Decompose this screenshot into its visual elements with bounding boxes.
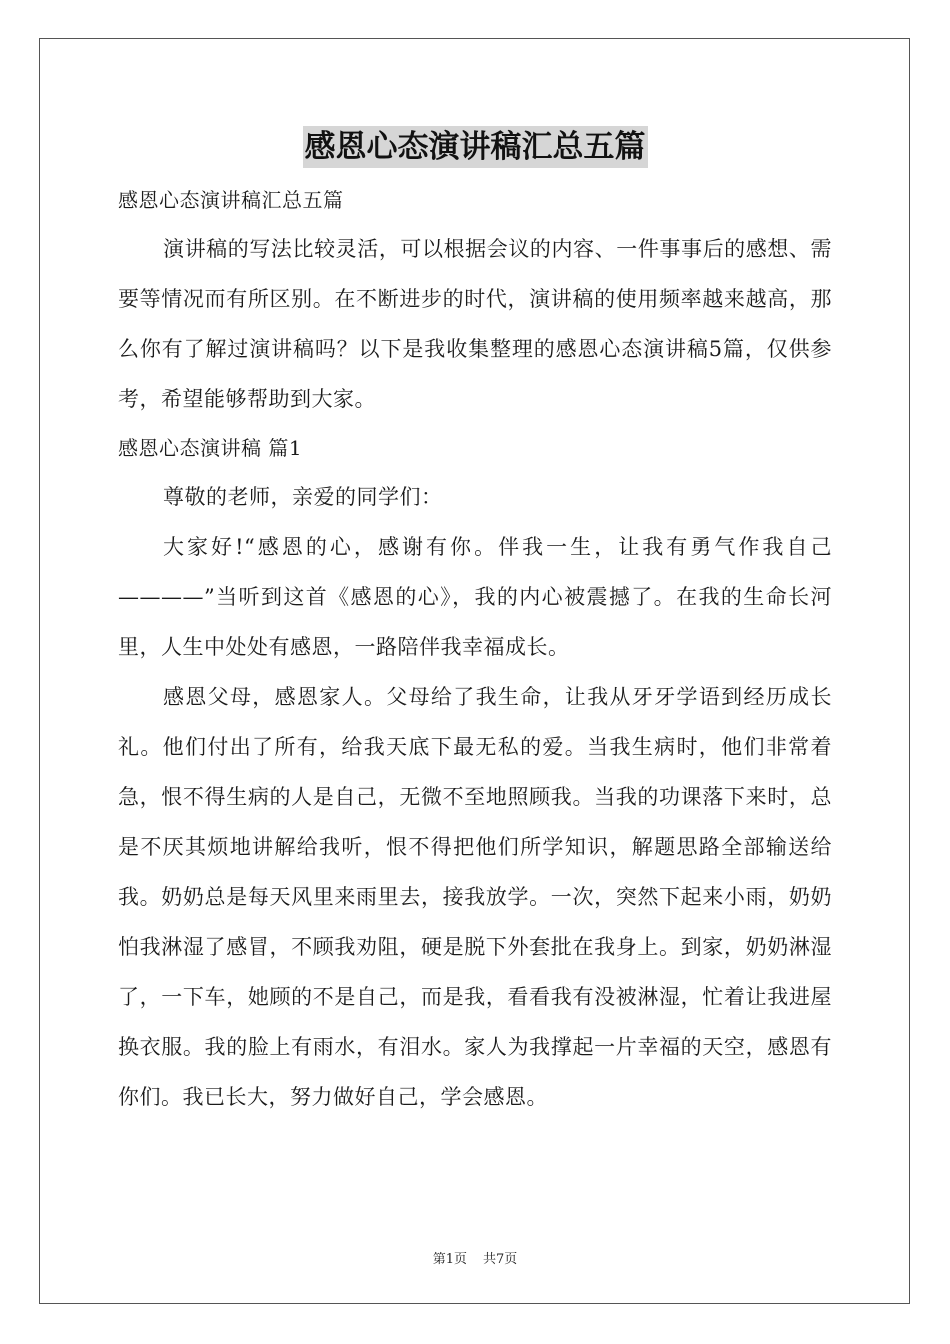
page-footer — [0, 1248, 950, 1267]
salutation-paragraph: 尊敬的老师，亲爱的同学们： — [163, 485, 443, 509]
intro-paragraph: 演讲稿的写法比较灵活，可以根据会议的内容、一件事事后的感想、需要等情况而有所区别。在不断进步的时代，演讲稿的使用频率越来越高，那么你有了解过演讲稿吗？以下是我收集整理的感恩心态演讲稿5篇，仅供参考，希望能够帮助到大家。 — [118, 237, 832, 411]
title-area — [0, 126, 950, 168]
section-heading: 感恩心态演讲稿 篇1 — [118, 436, 303, 460]
document-subtitle: 感恩心态演讲稿汇总五篇 — [118, 188, 344, 212]
page-number-total: 共7页 — [483, 1252, 518, 1267]
document-title: 感恩心态演讲稿汇总五篇 — [303, 126, 648, 168]
page-number-current: 第1页 — [432, 1252, 467, 1267]
body-paragraph: 感恩父母，感恩家人。父母给了我生命，让我从牙牙学语到经历成长礼。他们付出了所有，给我天底下最无私的爱。当我生病时，他们非常着急，恨不得生病的人是自己，无微不至地照顾我。当我的功课落下来时，总是不厌其烦地讲解给我听，恨不得把他们所学知识，解题思路全部输送给我。奶奶总是每天风里来雨里去，接我放学。一次，突然下起来小雨，奶奶怕我淋湿了感冒，不顾我劝阻，硬是脱下外套批在我身上。到家，奶奶淋湿了，一下车，她顾的不是自己，而是我，看看我有没被淋湿，忙着让我进屋换衣服。我的脸上有雨水，有泪水。家人为我撑起一片幸福的天空，感恩有你们。我已长大，努力做好自己，学会感恩。 — [118, 685, 832, 1109]
document-body — [118, 176, 832, 1122]
body-paragraph: 大家好!“感恩的心，感谢有你。伴我一生，让我有勇气作我自己————”当听到这首《感恩的心》，我的内心被震撼了。在我的生命长河里，人生中处处有感恩，一路陪伴我幸福成长。 — [118, 535, 832, 659]
